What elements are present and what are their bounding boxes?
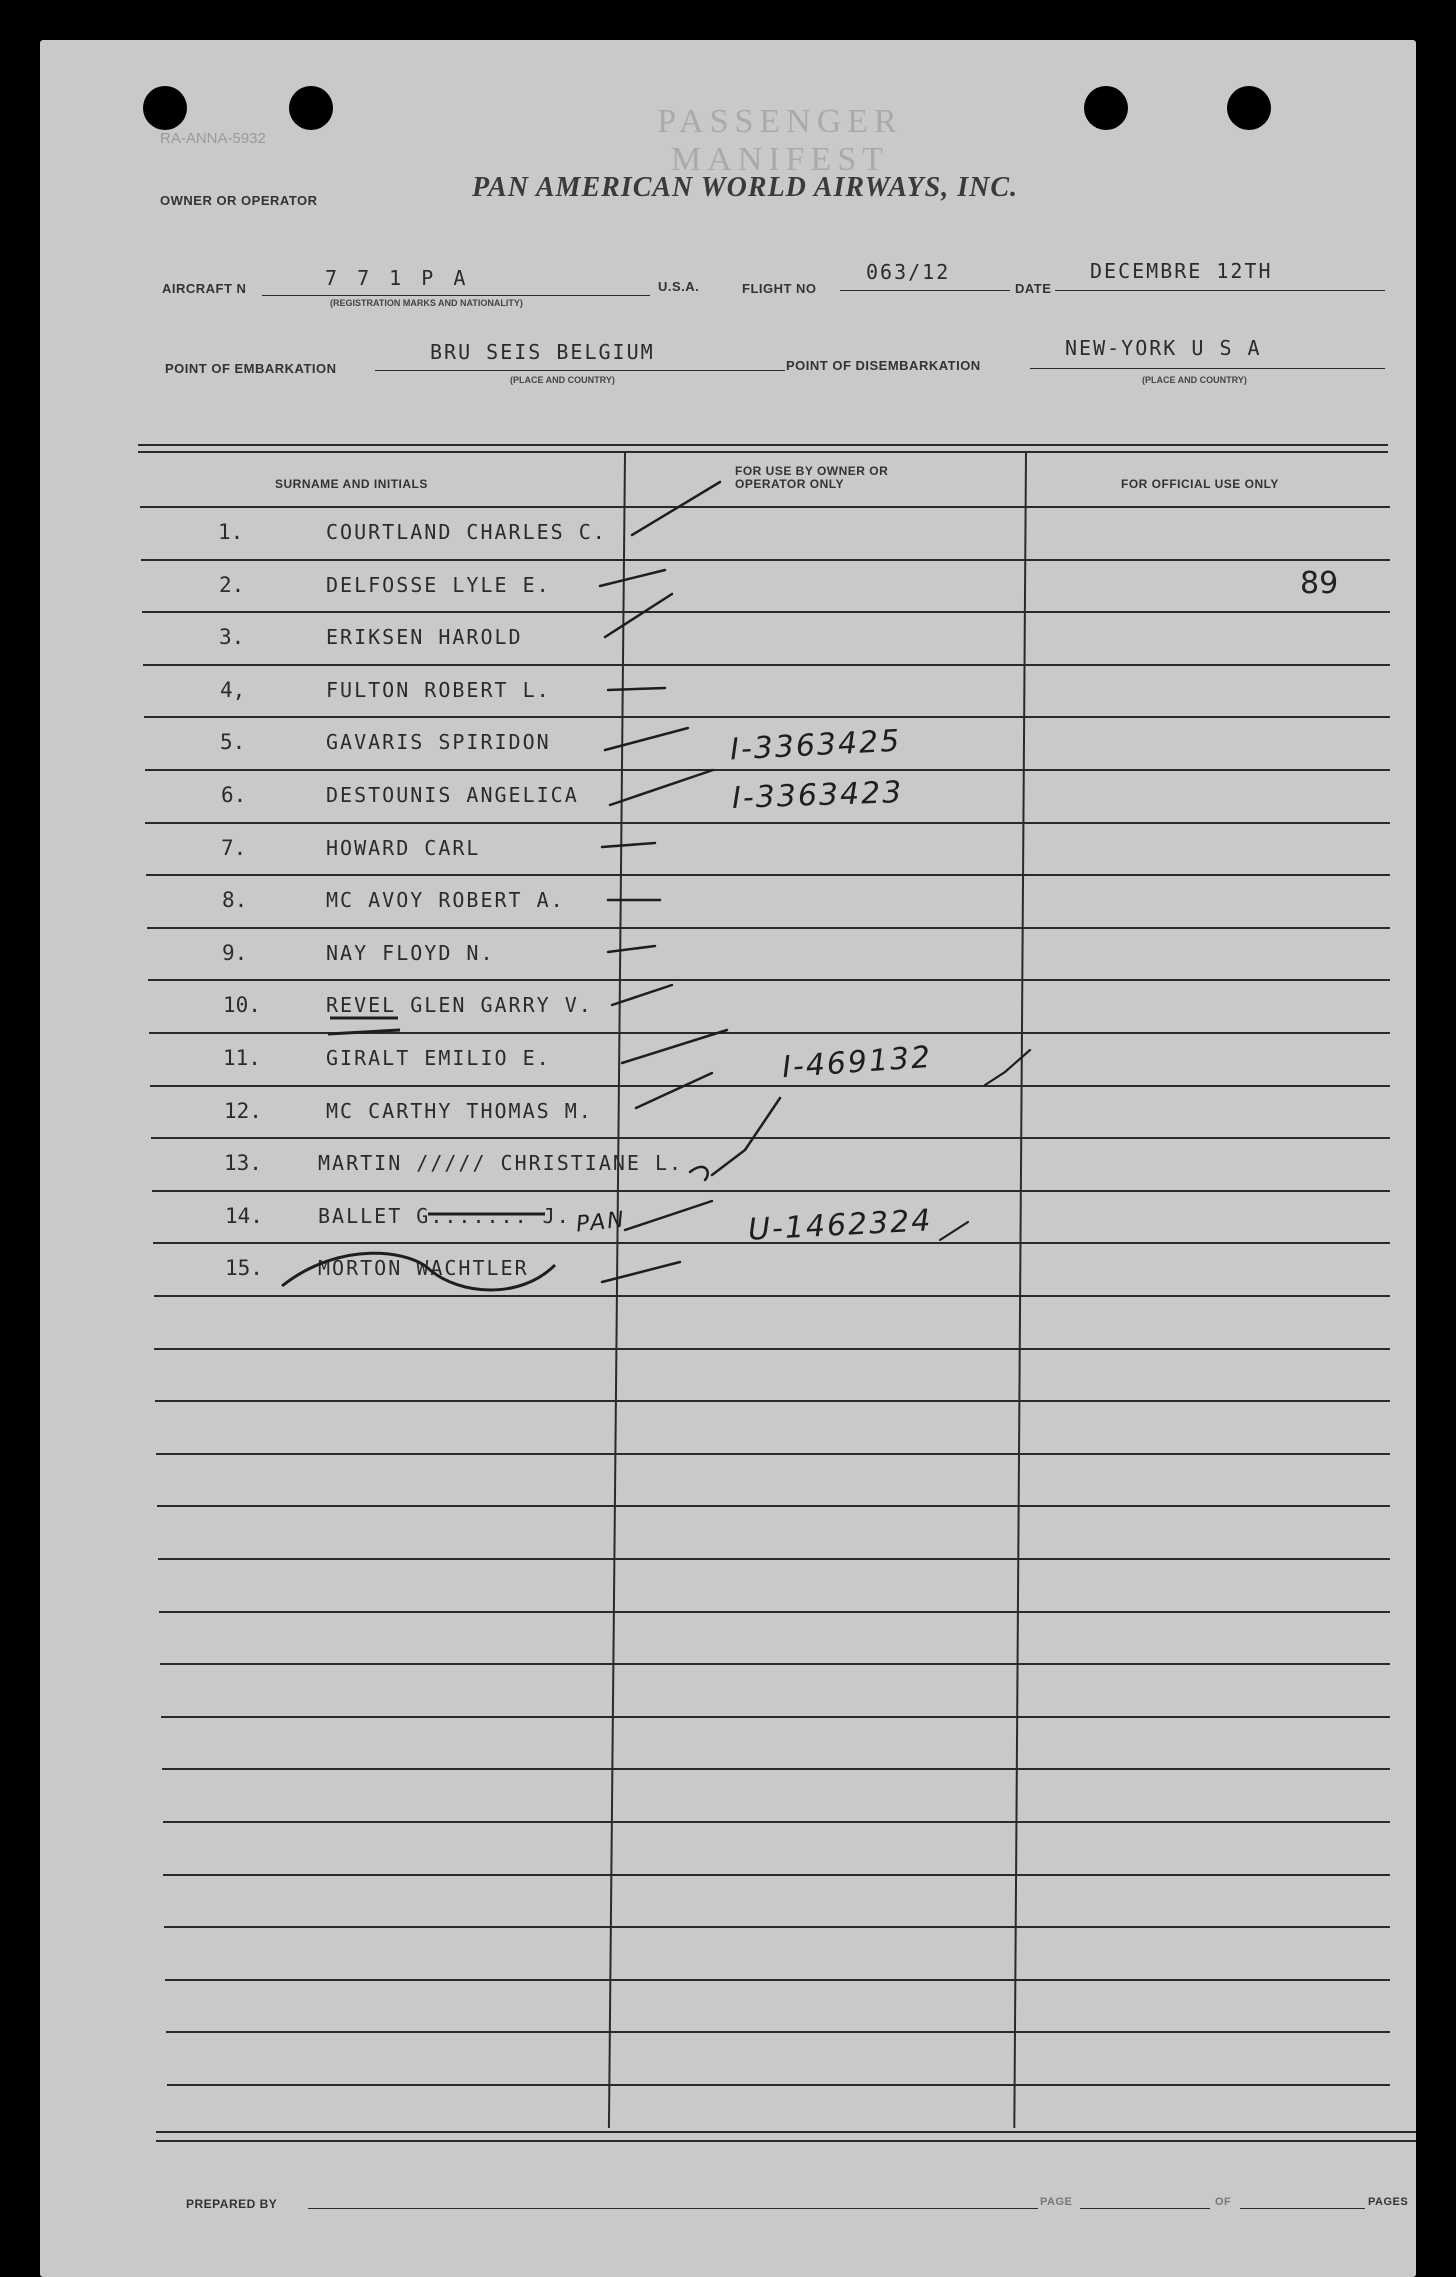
row-number: 13. bbox=[224, 1151, 262, 1175]
passenger-name: MORTON WACHTLER bbox=[318, 1256, 529, 1280]
handwritten-id-4: U-1462324 bbox=[747, 1203, 934, 1248]
row-number: 15. bbox=[225, 1256, 263, 1280]
table-bottom-rule-2 bbox=[156, 2140, 1416, 2142]
handwritten-id-2: I-3363423 bbox=[731, 775, 904, 816]
flight-value: 063/12 bbox=[866, 260, 951, 284]
passenger-name: DELFOSSE LYLE E. bbox=[326, 573, 551, 597]
passenger-name: NAY FLOYD N. bbox=[326, 941, 495, 965]
passenger-name: MC AVOY ROBERT A. bbox=[326, 888, 565, 912]
date-label: DATE bbox=[1015, 281, 1052, 296]
handwritten-id-3: I-469132 bbox=[780, 1039, 934, 1086]
passenger-name: ERIKSEN HAROLD bbox=[326, 625, 523, 649]
row-number: 9. bbox=[222, 941, 248, 965]
passenger-name: DESTOUNIS ANGELICA bbox=[326, 783, 579, 807]
table-bottom-rule-1 bbox=[156, 2131, 1416, 2133]
passenger-name: MC CARTHY THOMAS M. bbox=[326, 1099, 593, 1123]
pages-label: PAGES bbox=[1368, 2196, 1409, 2208]
row-number: 10. bbox=[223, 993, 261, 1017]
stamp-text: RA-ANNA-5932 bbox=[160, 130, 266, 147]
col-owner-header: FOR USE BY OWNER OR OPERATOR ONLY bbox=[735, 464, 889, 491]
row-number: 8. bbox=[222, 888, 248, 912]
passenger-name: HOWARD CARL bbox=[326, 836, 481, 860]
owner-label: OWNER OR OPERATOR bbox=[160, 193, 318, 208]
row-number: 3. bbox=[219, 625, 245, 649]
aircraft-label: AIRCRAFT N bbox=[162, 281, 247, 296]
owner-value: PAN AMERICAN WORLD AIRWAYS, INC. bbox=[472, 172, 1019, 203]
row-number: 14. bbox=[225, 1204, 263, 1228]
handwritten-pan: PAN bbox=[574, 1207, 627, 1238]
date-value: DECEMBRE 12TH bbox=[1090, 259, 1273, 283]
passenger-name: GAVARIS SPIRIDON bbox=[326, 730, 551, 754]
row-number: 1. bbox=[218, 520, 244, 544]
page-line bbox=[1080, 2208, 1210, 2209]
passenger-name: FULTON ROBERT L. bbox=[326, 678, 551, 702]
row-number: 11. bbox=[223, 1046, 261, 1070]
col-official-header: FOR OFFICIAL USE ONLY bbox=[1121, 477, 1279, 491]
disembark-caption: (PLACE AND COUNTRY) bbox=[1142, 375, 1247, 385]
passenger-name: COURTLAND CHARLES C. bbox=[326, 520, 607, 544]
embark-value: BRU SEIS BELGIUM bbox=[430, 340, 655, 364]
passenger-name: REVEL GLEN GARRY V. bbox=[326, 993, 593, 1017]
usa-label: U.S.A. bbox=[658, 279, 700, 294]
flight-label: FLIGHT NO bbox=[742, 281, 817, 296]
row-number: 12. bbox=[224, 1099, 262, 1123]
passenger-name: MARTIN ///// CHRISTIANE L. bbox=[318, 1151, 684, 1175]
prepared-by-line bbox=[308, 2208, 1038, 2209]
passenger-name: GIRALT EMILIO E. bbox=[326, 1046, 551, 1070]
row-number: 4, bbox=[220, 678, 246, 702]
form-title: PASSENGER MANIFEST bbox=[657, 103, 903, 178]
embark-caption: (PLACE AND COUNTRY) bbox=[510, 375, 615, 385]
handwritten-id-1: I-3363425 bbox=[729, 723, 903, 768]
aircraft-value: 7 7 1 P A bbox=[325, 266, 470, 290]
of-line bbox=[1240, 2208, 1365, 2209]
row-number: 6. bbox=[221, 783, 247, 807]
page-number-89: 89 bbox=[1300, 566, 1339, 601]
embark-label: POINT OF EMBARKATION bbox=[165, 361, 337, 376]
disembark-value: NEW-YORK U S A bbox=[1065, 336, 1262, 360]
col-surname-header: SURNAME AND INITIALS bbox=[275, 477, 428, 491]
page-label: PAGE bbox=[1040, 2196, 1073, 2208]
of-label: OF bbox=[1215, 2196, 1232, 2208]
row-number: 5. bbox=[220, 730, 246, 754]
registration-caption: (REGISTRATION MARKS AND NATIONALITY) bbox=[330, 298, 523, 308]
passenger-name: BALLET G....... J. bbox=[318, 1204, 571, 1228]
disembark-label: POINT OF DISEMBARKATION bbox=[786, 358, 981, 373]
prepared-by-label: PREPARED BY bbox=[186, 2197, 278, 2211]
row-number: 7. bbox=[221, 836, 247, 860]
row-number: 2. bbox=[219, 573, 245, 597]
